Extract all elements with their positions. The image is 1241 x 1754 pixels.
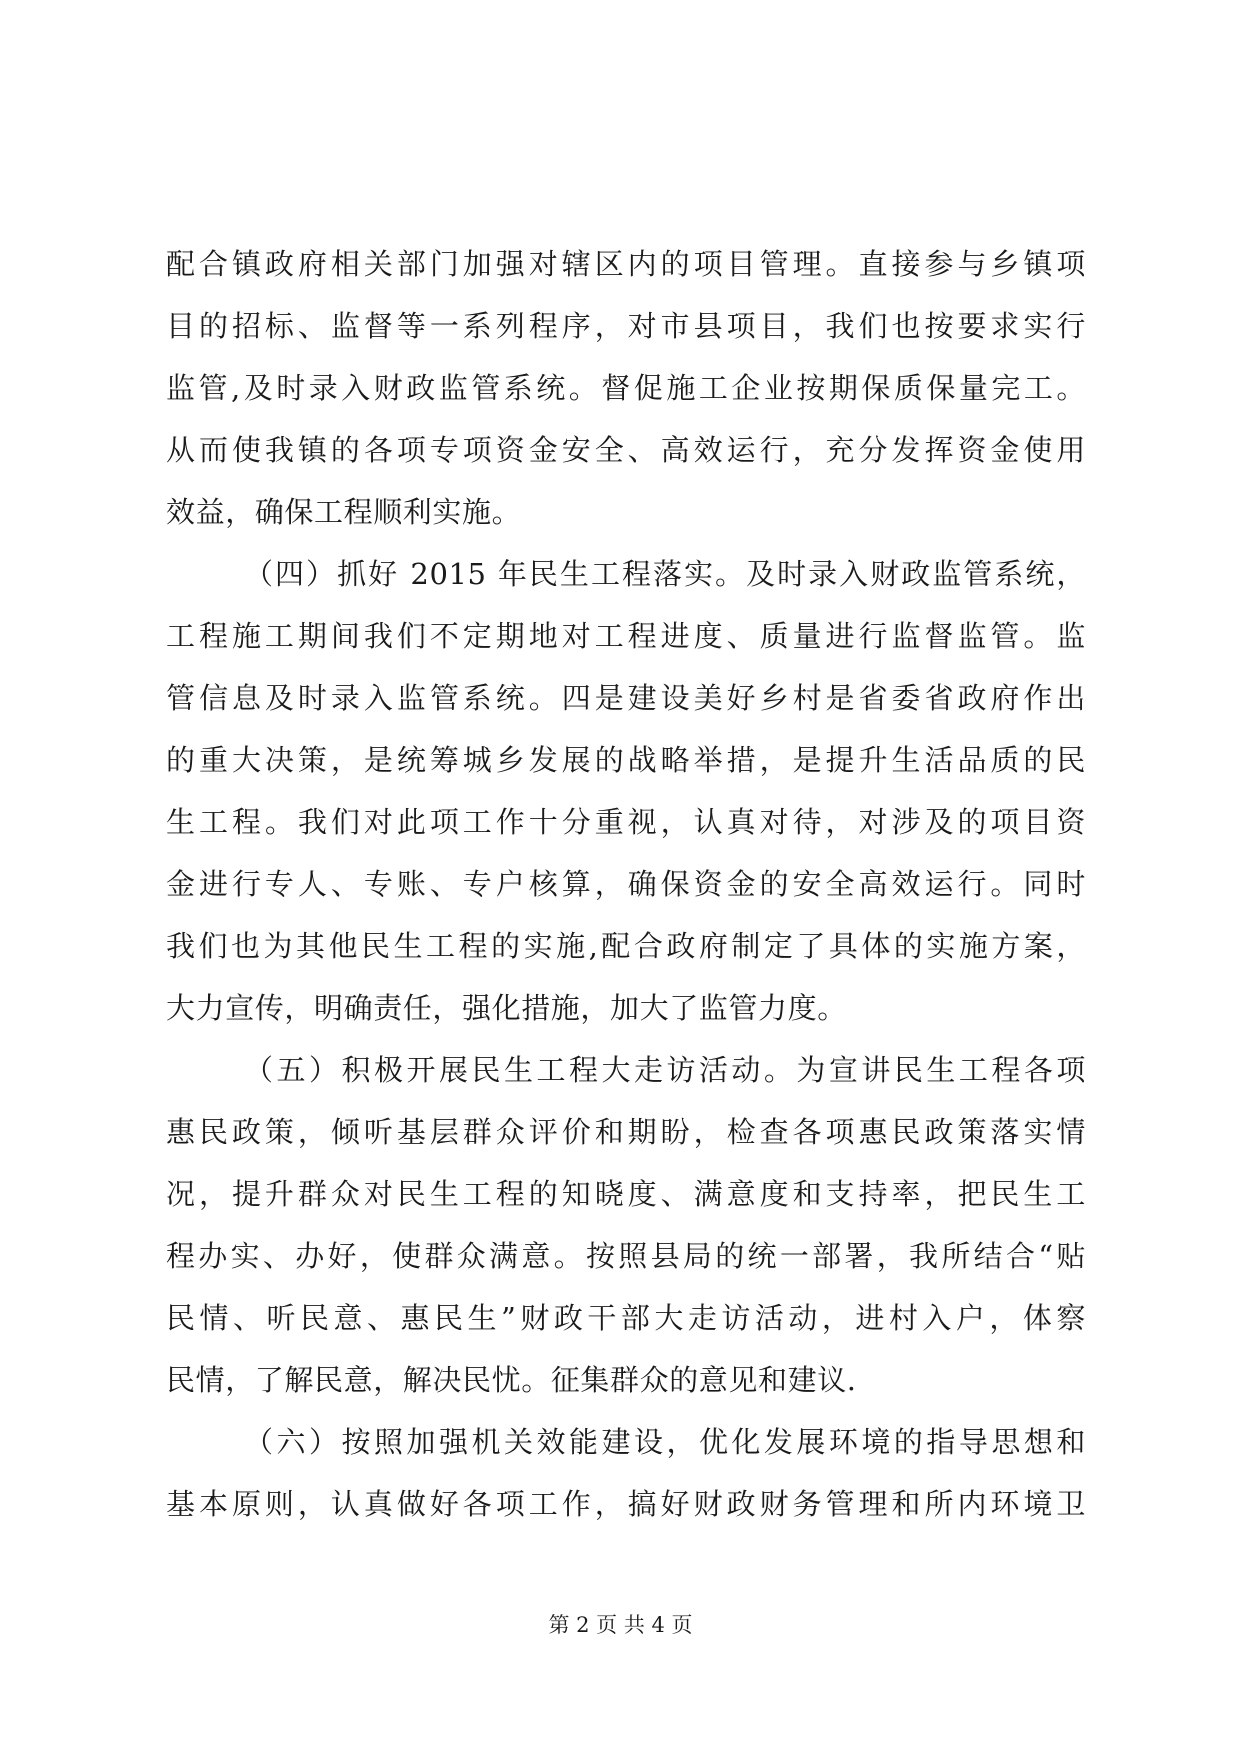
text-line: 我们也为其他民生工程的实施,配合政府制定了具体的实施方案，	[166, 929, 1086, 963]
text-line: 民情，了解民意，解决民忧。征集群众的意见和建议.	[166, 1363, 857, 1397]
document-body	[166, 233, 1086, 1535]
text-line: 惠民政策，倾听基层群众评价和期盼，检查各项惠民政策落实情	[166, 1115, 1086, 1149]
text-line: 的重大决策，是统筹城乡发展的战略举措，是提升生活品质的民	[166, 743, 1086, 777]
text-line: 配合镇政府相关部门加强对辖区内的项目管理。直接参与乡镇项	[166, 247, 1086, 281]
text-line: 从而使我镇的各项专项资金安全、高效运行，充分发挥资金使用	[166, 433, 1086, 467]
text-line: （五）积极开展民生工程大走访活动。为宣讲民生工程各项	[244, 1053, 1086, 1087]
text-line: 基本原则，认真做好各项工作，搞好财政财务管理和所内环境卫	[166, 1487, 1086, 1521]
text-line: 程办实、办好，使群众满意。按照县局的统一部署，我所结合“贴	[166, 1239, 1086, 1273]
text-line: 民情、听民意、惠民生”财政干部大走访活动，进村入户，体察	[166, 1301, 1086, 1335]
text-line: （六）按照加强机关效能建设，优化发展环境的指导思想和	[244, 1425, 1086, 1459]
text-line: 生工程。我们对此项工作十分重视，认真对待，对涉及的项目资	[166, 805, 1086, 839]
paragraph-five	[166, 1039, 1086, 1411]
text-line: 况，提升群众对民生工程的知晓度、满意度和支持率，把民生工	[166, 1177, 1086, 1211]
paragraph-four	[166, 543, 1086, 1039]
paragraph-continued	[166, 233, 1086, 543]
page-number-footer: 第 2 页 共 4 页	[548, 1613, 693, 1637]
text-line: 监管,及时录入财政监管系统。督促施工企业按期保质保量完工。	[166, 371, 1086, 405]
text-line: 工程施工期间我们不定期地对工程进度、质量进行监督监管。监	[166, 619, 1086, 653]
text-line: 目的招标、监督等一系列程序，对市县项目，我们也按要求实行	[166, 309, 1086, 343]
text-line: 管信息及时录入监管系统。四是建设美好乡村是省委省政府作出	[166, 681, 1086, 715]
text-line: （四）抓好 2015 年民生工程落实。及时录入财政监管系统，	[244, 557, 1086, 591]
text-line: 效益，确保工程顺利实施。	[166, 495, 522, 529]
text-line: 金进行专人、专账、专户核算，确保资金的安全高效运行。同时	[166, 867, 1086, 901]
paragraph-six	[166, 1411, 1086, 1535]
text-line: 大力宣传，明确责任，强化措施，加大了监管力度。	[166, 991, 847, 1025]
